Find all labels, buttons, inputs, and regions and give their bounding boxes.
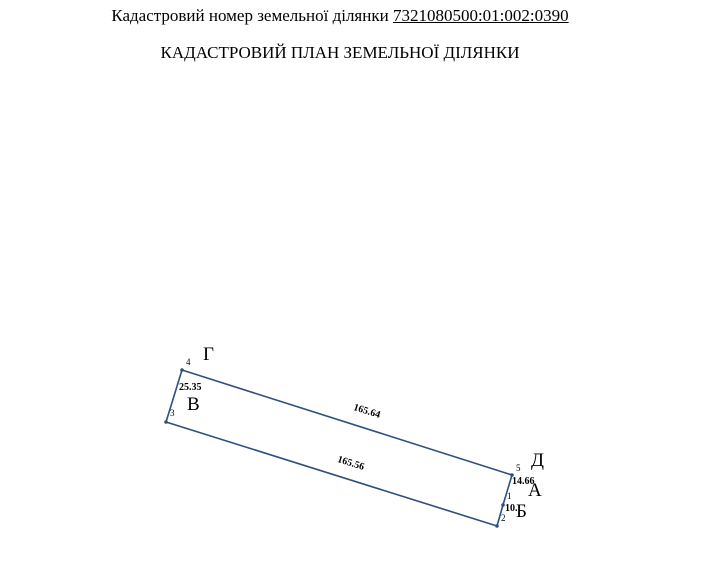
edge-length-4-5: 165.64 [351,402,382,421]
edge-length-3-4: 25.35 [179,382,202,393]
vertex-5-number: 5 [516,463,521,473]
cadastral-number-label: Кадастровий номер земельної ділянки [111,6,389,25]
vertex-2-number: 2 [501,513,506,523]
plan-title: КАДАСТРОВИЙ ПЛАН ЗЕМЕЛЬНОЇ ДІЛЯНКИ [160,43,520,62]
vertex-4-marker [180,368,184,372]
vertex-4-number: 4 [186,357,191,367]
vertex-3-marker [164,420,168,424]
vertex-3-number: 3 [170,408,175,418]
neighbor-letter-d: Д [531,450,544,471]
neighbor-letter-g: Г [203,344,214,365]
edge-length-5-1: 14.66 [512,476,535,487]
vertex-2-marker [495,524,499,528]
neighbor-letter-v: В [187,394,200,415]
neighbor-letter-b: Б [516,501,527,522]
vertex-1-number: 1 [507,491,512,501]
edge-2-3 [166,422,497,526]
cadastral-number: 7321080500:01:002:0390 [392,6,569,25]
edge-length-2-3: 165.56 [335,454,366,473]
edge-length-1-2: 10. [505,503,518,514]
neighbor-letter-a: А [528,480,542,501]
